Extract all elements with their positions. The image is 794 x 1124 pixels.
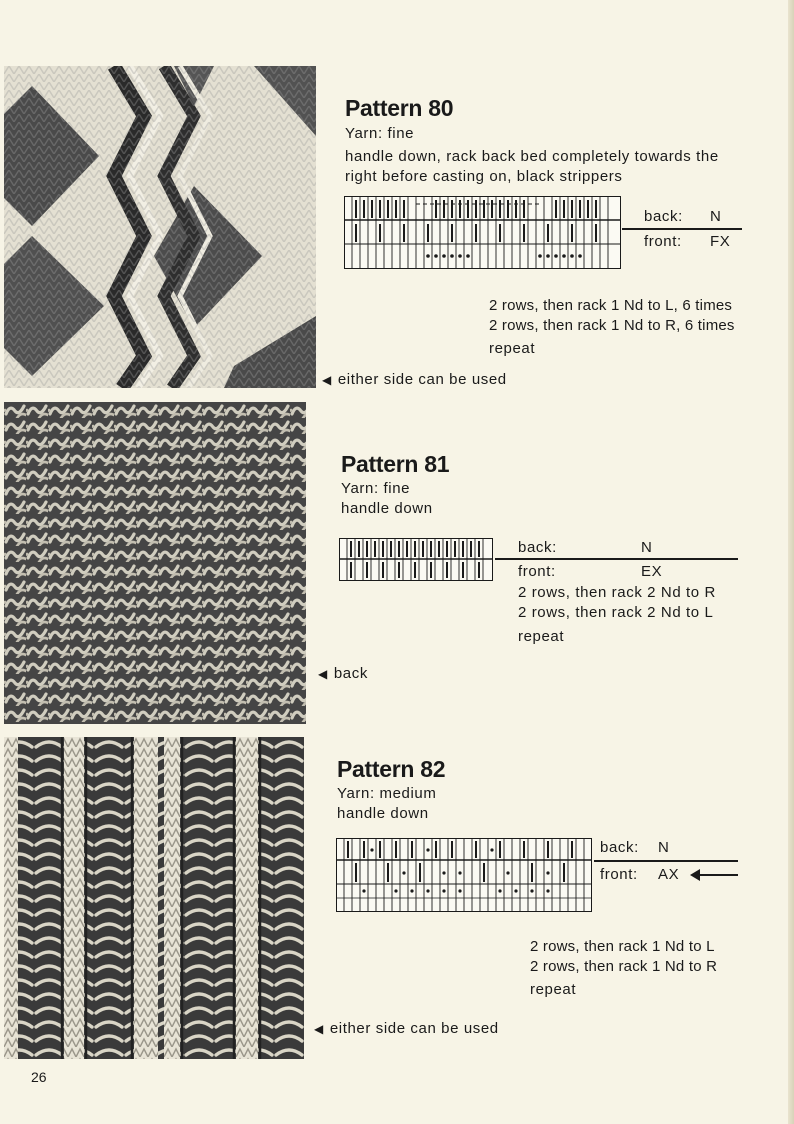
pattern-82-caption xyxy=(314,1019,499,1039)
pattern-80-caption-text: either side can be used xyxy=(337,371,507,388)
pattern-81-caption-text: back xyxy=(333,665,368,682)
pattern-81-caption xyxy=(318,664,368,684)
pattern-80-front-value: FX xyxy=(710,233,731,250)
pattern-81-title: Pattern 81 xyxy=(341,451,450,477)
pattern-81-back-label: back: xyxy=(518,539,557,556)
pattern-80-needle-chart xyxy=(344,196,621,269)
pattern-81-step-3: repeat xyxy=(518,628,565,645)
pattern-80-chart-divider xyxy=(622,228,742,230)
pattern-80-back-label: back: xyxy=(644,208,683,225)
pattern-81-swatch-photo xyxy=(4,402,306,724)
pattern-80-instruction-1: handle down, rack back bed completely towards the xyxy=(345,148,719,165)
pattern-81-step-1: 2 rows, then rack 2 Nd to R xyxy=(518,584,716,601)
pattern-80-front-label: front: xyxy=(644,233,682,250)
pattern-82-step-1: 2 rows, then rack 1 Nd to L xyxy=(530,938,715,955)
pattern-82-caption-text: either side can be used xyxy=(329,1020,499,1037)
pattern-82-needle-chart xyxy=(336,838,592,912)
pattern-82-title: Pattern 82 xyxy=(337,756,446,782)
pattern-82-back-label: back: xyxy=(600,839,639,856)
pattern-82-front-label: front: xyxy=(600,866,638,883)
pattern-80-title: Pattern 80 xyxy=(345,95,454,121)
left-arrow-icon xyxy=(690,868,738,882)
pattern-82-chart-divider xyxy=(594,860,738,862)
pattern-81-back-value: N xyxy=(641,539,653,556)
pattern-81-needle-chart xyxy=(339,538,493,581)
pattern-82-instruction-1: handle down xyxy=(337,805,429,822)
pattern-82-swatch-photo xyxy=(4,737,304,1059)
pattern-80-instruction-2: right before casting on, black strippers xyxy=(345,168,623,185)
pattern-82-step-2: 2 rows, then rack 1 Nd to R xyxy=(530,958,718,975)
pattern-81-chart-divider xyxy=(495,558,738,560)
left-triangle-icon: ◀ xyxy=(322,373,332,387)
pattern-80-back-value: N xyxy=(710,208,722,225)
pattern-82-front-value: AX xyxy=(658,866,680,883)
pattern-80-step-1: 2 rows, then rack 1 Nd to L, 6 times xyxy=(489,297,733,314)
pattern-81-instruction-1: handle down xyxy=(341,500,433,517)
pattern-82-step-3: repeat xyxy=(530,981,577,998)
pattern-82-yarn: Yarn: medium xyxy=(337,785,437,802)
pattern-82-back-value: N xyxy=(658,839,670,856)
left-triangle-icon: ◀ xyxy=(314,1022,324,1036)
pattern-80-caption xyxy=(322,370,507,390)
pattern-80-yarn: Yarn: fine xyxy=(345,125,415,142)
left-triangle-icon: ◀ xyxy=(318,667,328,681)
page-number: 26 xyxy=(31,1069,47,1085)
pattern-81-yarn: Yarn: fine xyxy=(341,480,411,497)
pattern-80-step-2: 2 rows, then rack 1 Nd to R, 6 times xyxy=(489,317,735,334)
pattern-80-swatch-photo xyxy=(4,66,316,388)
pattern-81-step-2: 2 rows, then rack 2 Nd to L xyxy=(518,604,714,621)
pattern-81-front-value: EX xyxy=(641,563,663,580)
pattern-81-front-label: front: xyxy=(518,563,556,580)
pattern-80-step-3: repeat xyxy=(489,340,536,357)
